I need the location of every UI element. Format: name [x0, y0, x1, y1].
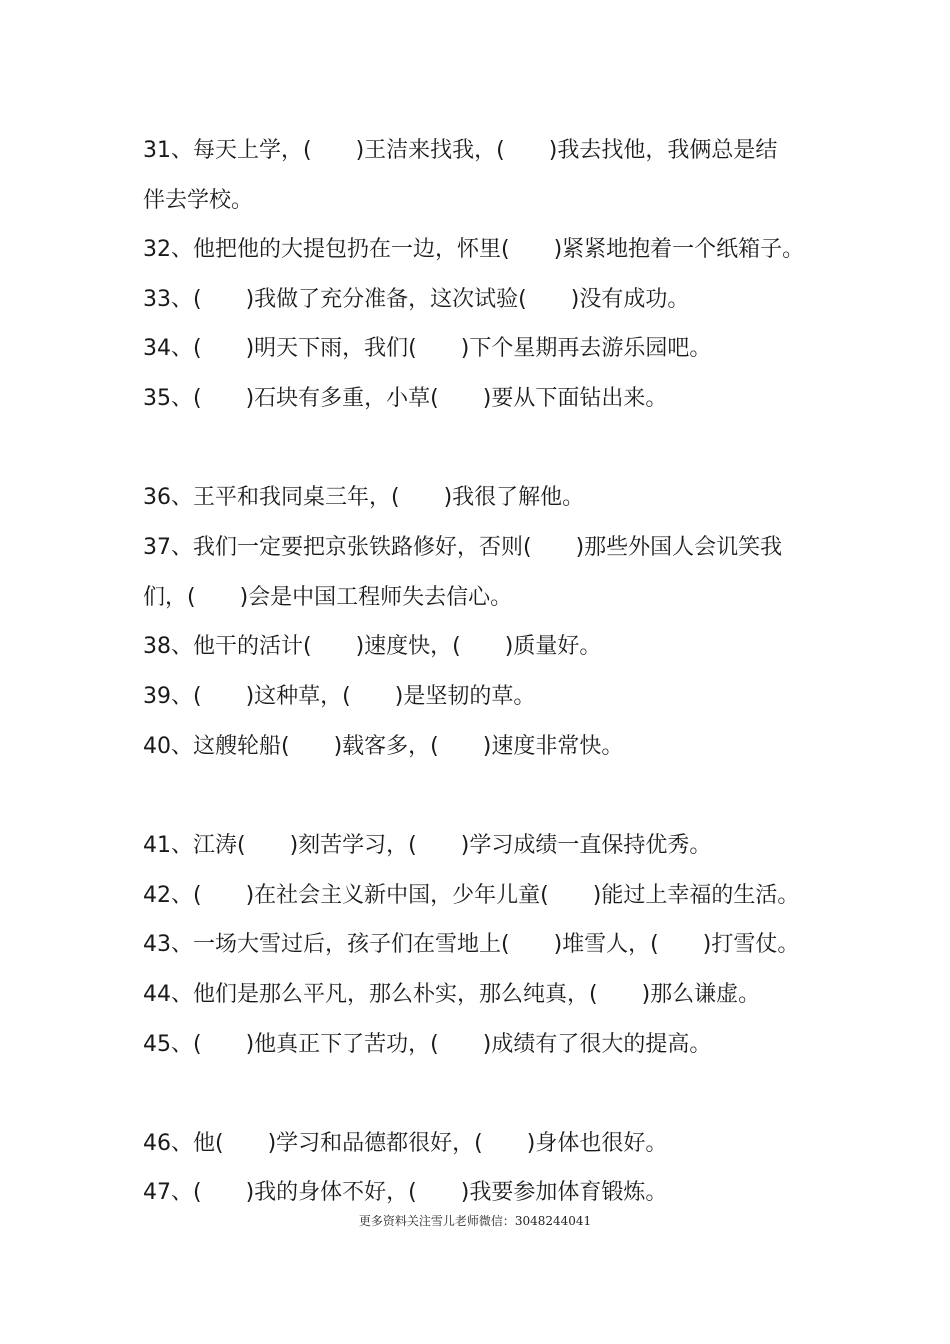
- question-41: 41、江涛( )刻苦学习，( )学习成绩一直保持优秀。: [143, 833, 712, 858]
- question-45: 45、( )他真正下了苦功，( )成绩有了很大的提高。: [143, 1032, 712, 1057]
- question-36: 36、王平和我同桌三年，( )我很了解他。: [143, 485, 585, 510]
- question-37-line-2: 们，( )会是中国工程师失去信心。: [143, 585, 513, 610]
- question-31-line-2: 伴去学校。: [143, 188, 254, 213]
- question-38: 38、他干的活计( )速度快，( )质量好。: [143, 634, 602, 659]
- question-42: 42、( )在社会主义新中国，少年儿童( )能过上幸福的生活。: [143, 883, 800, 908]
- question-35: 35、( )石块有多重，小草( )要从下面钻出来。: [143, 386, 668, 411]
- question-34: 34、( )明天下雨，我们( )下个星期再去游乐园吧。: [143, 336, 712, 361]
- footer-note: 更多资料关注雪儿老师微信：3048244041: [358, 1214, 592, 1228]
- question-39: 39、( )这种草，( )是坚韧的草。: [143, 684, 536, 709]
- question-31-line-1: 31、每天上学，( )王洁来找我，( )我去找他，我俩总是结: [143, 138, 778, 163]
- question-33: 33、( )我做了充分准备，这次试验( )没有成功。: [143, 287, 690, 312]
- question-37-line-1: 37、我们一定要把京张铁路修好，否则( )那些外国人会讥笑我: [143, 535, 783, 560]
- question-44: 44、他们是那么平凡，那么朴实，那么纯真，( )那么谦虚。: [143, 982, 761, 1007]
- question-43: 43、一场大雪过后，孩子们在雪地上( )堆雪人，( )打雪仗。: [143, 932, 800, 957]
- question-40: 40、这艘轮船( )载客多，( )速度非常快。: [143, 734, 624, 759]
- question-32: 32、他把他的大提包扔在一边，怀里( )紧紧地抱着一个纸箱子。: [143, 237, 805, 262]
- question-46: 46、他( )学习和品德都很好，( )身体也很好。: [143, 1131, 668, 1156]
- question-47: 47、( )我的身体不好，( )我要参加体育锻炼。: [143, 1180, 668, 1205]
